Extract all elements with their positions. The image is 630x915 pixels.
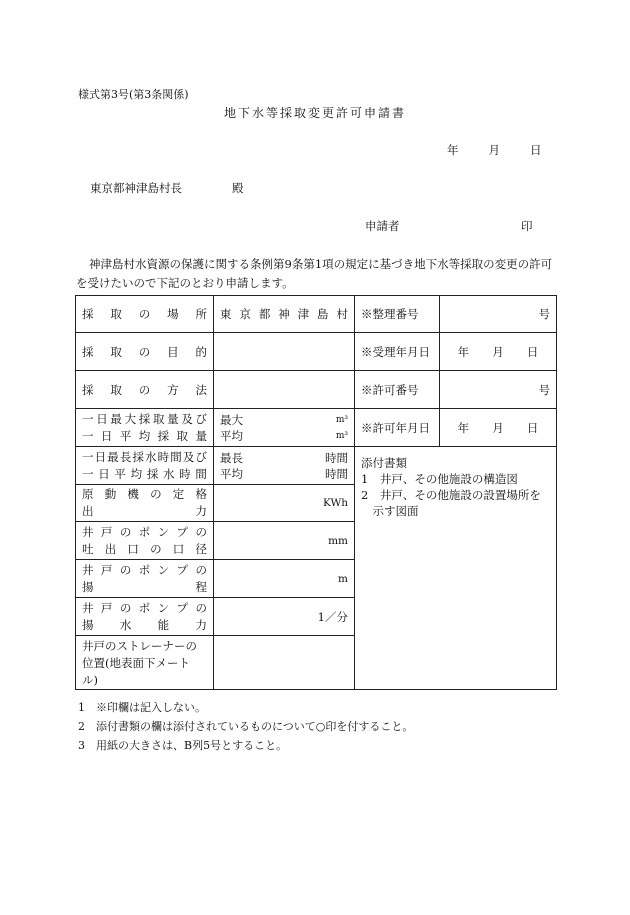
purpose-label bbox=[76, 333, 214, 371]
max-label: 最大 bbox=[220, 412, 243, 427]
char: 格 bbox=[195, 487, 207, 501]
attachments-title: 添付書類 bbox=[361, 456, 407, 470]
char: 方 bbox=[167, 382, 179, 397]
method-label bbox=[76, 371, 214, 409]
spread-text bbox=[82, 449, 207, 466]
table-row bbox=[76, 447, 557, 485]
char: 一 bbox=[82, 466, 94, 481]
receipt-date-label: ※受理年月日 bbox=[355, 333, 440, 371]
char: 間 bbox=[170, 449, 182, 464]
char: 力 bbox=[195, 504, 207, 518]
avg-label: 平均 bbox=[220, 466, 243, 481]
strainer-label-line2: 位置(地表面下メート bbox=[82, 656, 190, 670]
spread-text bbox=[82, 466, 207, 483]
char: の bbox=[119, 600, 132, 615]
char: 口 bbox=[127, 541, 139, 556]
char: 取 bbox=[176, 428, 189, 443]
char: の bbox=[138, 382, 151, 397]
char: 平 bbox=[119, 428, 132, 443]
char: 都 bbox=[258, 307, 271, 321]
char: 揚 bbox=[82, 579, 94, 594]
char: プ bbox=[176, 600, 189, 615]
spread-text bbox=[82, 382, 207, 398]
char: 採 bbox=[132, 449, 144, 464]
char: 目 bbox=[167, 344, 179, 359]
char: 水 bbox=[119, 617, 132, 632]
hours-unit: 時間 bbox=[325, 466, 348, 481]
char: 動 bbox=[104, 487, 117, 501]
spread-text bbox=[82, 503, 207, 520]
spread-text bbox=[82, 579, 207, 596]
intake-volume-field[interactable] bbox=[214, 409, 355, 447]
pumping-time-label bbox=[76, 447, 214, 485]
char: 吐 bbox=[82, 541, 94, 556]
char: 戸 bbox=[100, 600, 113, 615]
strainer-label-line1: 井戸のストレーナーの bbox=[82, 639, 197, 653]
char: 均 bbox=[130, 466, 143, 481]
char: 及 bbox=[182, 449, 195, 464]
spread-text bbox=[82, 617, 207, 634]
char: 戸 bbox=[100, 562, 113, 577]
char: 日 bbox=[98, 466, 110, 481]
char: 京 bbox=[239, 307, 251, 321]
engine-output-label bbox=[76, 485, 214, 522]
reference-number-label: ※整理番号 bbox=[355, 296, 440, 333]
char: 的 bbox=[195, 344, 207, 359]
char: 戸 bbox=[100, 524, 113, 539]
max-time-line bbox=[220, 450, 348, 466]
char: 採 bbox=[146, 466, 159, 481]
char: 所 bbox=[195, 307, 207, 321]
table-row bbox=[76, 333, 557, 371]
permit-number-field[interactable]: 号 bbox=[440, 371, 557, 409]
table-row bbox=[76, 296, 557, 333]
note-item: 1 ※印欄は記入しない。 bbox=[78, 701, 206, 714]
purpose-field[interactable] bbox=[214, 333, 355, 371]
char: 程 bbox=[195, 579, 207, 594]
longest-label: 最長 bbox=[220, 450, 243, 465]
char: 取 bbox=[152, 411, 165, 426]
char: の bbox=[119, 562, 132, 577]
year-label: 年 bbox=[457, 420, 470, 435]
char: 口 bbox=[172, 541, 185, 556]
spread-text bbox=[82, 524, 207, 541]
max-volume-line bbox=[220, 412, 348, 428]
char: 井 bbox=[82, 524, 94, 539]
char: の bbox=[195, 600, 207, 615]
month-label: 月 bbox=[492, 344, 504, 359]
char: 場 bbox=[167, 307, 179, 321]
spread-text bbox=[82, 428, 207, 445]
char: 出 bbox=[104, 541, 117, 556]
char: 機 bbox=[127, 487, 139, 501]
char: 大 bbox=[124, 411, 137, 426]
char: 原 bbox=[82, 487, 94, 501]
spread-text bbox=[82, 541, 207, 558]
char: 日 bbox=[100, 428, 113, 443]
char: の bbox=[195, 524, 207, 539]
char: 井 bbox=[82, 600, 94, 615]
spread-text bbox=[82, 344, 207, 360]
char: 井 bbox=[82, 562, 94, 577]
table-row bbox=[76, 371, 557, 409]
char: 日 bbox=[96, 411, 108, 426]
max-unit: m³ bbox=[335, 414, 348, 425]
note-item: 3 用紙の大きさは、B列5号とすること。 bbox=[78, 739, 288, 752]
day-label: 日 bbox=[526, 344, 539, 359]
pump-head-field[interactable]: m bbox=[214, 560, 355, 598]
receipt-date-field[interactable] bbox=[440, 333, 557, 371]
char: 取 bbox=[110, 382, 122, 397]
char: 定 bbox=[172, 487, 185, 501]
form-number: 様式第3号(第3条関係) bbox=[78, 88, 189, 101]
char: 採 bbox=[157, 428, 170, 443]
intake-volume-label bbox=[76, 409, 214, 447]
char: ン bbox=[157, 524, 170, 539]
char: 水 bbox=[145, 449, 157, 464]
char: 採 bbox=[82, 382, 94, 397]
pumping-time-field[interactable] bbox=[214, 447, 355, 485]
receipt-date-parts bbox=[446, 344, 550, 360]
char: 採 bbox=[138, 411, 151, 426]
char: 村 bbox=[336, 307, 348, 321]
spread-text bbox=[82, 562, 207, 579]
char: 採 bbox=[82, 344, 94, 359]
char: 一 bbox=[82, 428, 94, 443]
pump-capacity-field[interactable]: 1／分 bbox=[214, 598, 355, 636]
addressee: 東京都神津島村長 bbox=[90, 181, 182, 195]
char: 能 bbox=[157, 617, 170, 632]
day-label: 日 bbox=[526, 420, 539, 435]
avg-label: 平均 bbox=[220, 428, 243, 443]
char: び bbox=[195, 411, 207, 426]
char: 島 bbox=[317, 307, 329, 321]
hours-unit: 時間 bbox=[325, 450, 348, 465]
char: 量 bbox=[167, 411, 179, 426]
method-field[interactable] bbox=[214, 371, 355, 409]
application-statement: 神津島村水資源の保護に関する条例第9条第1項の規定に基づき地下水等採取の変更の許可を受けたいので下記のとおり申請します。 bbox=[76, 257, 553, 290]
attachments-cell bbox=[355, 447, 557, 690]
char: 津 bbox=[297, 307, 310, 321]
avg-time-line bbox=[220, 466, 348, 482]
char: 及 bbox=[181, 411, 193, 426]
char: の bbox=[195, 562, 207, 577]
pump-head-label bbox=[76, 560, 214, 598]
year-label: 年 bbox=[457, 344, 470, 359]
char: 一 bbox=[82, 411, 94, 426]
char: 東 bbox=[220, 307, 232, 321]
spread-text bbox=[220, 306, 348, 322]
char: 時 bbox=[157, 449, 170, 464]
pump-diameter-label bbox=[76, 522, 214, 560]
strainer-position-label bbox=[76, 636, 214, 690]
char: の bbox=[138, 307, 151, 321]
strainer-position-field[interactable] bbox=[214, 636, 355, 690]
char: 量 bbox=[195, 428, 207, 443]
char: 最 bbox=[107, 449, 119, 464]
char: 均 bbox=[138, 428, 151, 443]
spread-text bbox=[82, 411, 207, 428]
application-table bbox=[75, 295, 557, 690]
char: 長 bbox=[119, 449, 132, 464]
date-month-label: 月 bbox=[488, 143, 500, 157]
applicant-label: 申請者 bbox=[365, 219, 400, 233]
char: ポ bbox=[138, 600, 151, 615]
attachment-item: 示す図面 bbox=[361, 504, 419, 518]
char: 取 bbox=[110, 344, 122, 359]
spread-text bbox=[82, 600, 207, 617]
permit-date-field[interactable] bbox=[440, 409, 557, 447]
avg-unit: m³ bbox=[335, 430, 348, 441]
char: ン bbox=[157, 562, 170, 577]
char: 径 bbox=[195, 541, 207, 556]
avg-volume-line bbox=[220, 428, 348, 444]
char: の bbox=[119, 524, 132, 539]
pump-capacity-label bbox=[76, 598, 214, 636]
spread-text bbox=[82, 486, 207, 503]
char: 法 bbox=[195, 382, 207, 397]
char: の bbox=[138, 344, 151, 359]
seal-label: 印 bbox=[521, 219, 533, 233]
char: ポ bbox=[138, 524, 151, 539]
char: ン bbox=[157, 600, 170, 615]
permit-date-parts bbox=[446, 420, 550, 436]
char: 平 bbox=[114, 466, 126, 481]
char: 日 bbox=[94, 449, 107, 464]
permit-number-label: ※許可番号 bbox=[355, 371, 440, 409]
char: 時 bbox=[179, 466, 191, 481]
char: の bbox=[150, 487, 162, 501]
attachment-item: 2 井戸、その他施設の設置場所を bbox=[361, 488, 541, 502]
location-value[interactable] bbox=[214, 296, 355, 333]
char: ポ bbox=[138, 562, 151, 577]
char: 取 bbox=[110, 307, 122, 321]
pump-diameter-field[interactable]: mm bbox=[214, 522, 355, 560]
char: 間 bbox=[195, 466, 207, 481]
note-item: 2 添付書類の欄は添付されているものについて○印を付すること。 bbox=[78, 720, 414, 733]
char: 出 bbox=[82, 504, 94, 518]
date-line bbox=[447, 142, 542, 158]
location-label bbox=[76, 296, 214, 333]
char: び bbox=[195, 449, 207, 464]
month-label: 月 bbox=[492, 420, 504, 435]
engine-output-field[interactable]: KWh bbox=[214, 485, 355, 522]
char: 採 bbox=[82, 307, 94, 321]
char: 最 bbox=[110, 411, 122, 426]
char: 水 bbox=[163, 466, 175, 481]
char: プ bbox=[176, 562, 189, 577]
char: の bbox=[150, 541, 162, 556]
permit-date-label: ※許可年月日 bbox=[355, 409, 440, 447]
attachment-item: 1 井戸、その他施設の構造図 bbox=[361, 472, 518, 486]
char: 力 bbox=[195, 617, 207, 632]
notes bbox=[78, 698, 413, 755]
table-row bbox=[76, 409, 557, 447]
spread-text bbox=[82, 306, 207, 322]
honorific: 殿 bbox=[232, 181, 244, 195]
date-day-label: 日 bbox=[530, 143, 542, 157]
char: プ bbox=[176, 524, 189, 539]
char: 揚 bbox=[82, 617, 94, 632]
reference-number-field[interactable]: 号 bbox=[440, 296, 557, 333]
strainer-label-line3: ル) bbox=[82, 673, 98, 687]
char: 神 bbox=[278, 307, 290, 321]
date-year-label: 年 bbox=[447, 143, 459, 157]
char: 一 bbox=[82, 449, 94, 464]
document-title: 地下水等採取変更許可申請書 bbox=[223, 106, 406, 120]
